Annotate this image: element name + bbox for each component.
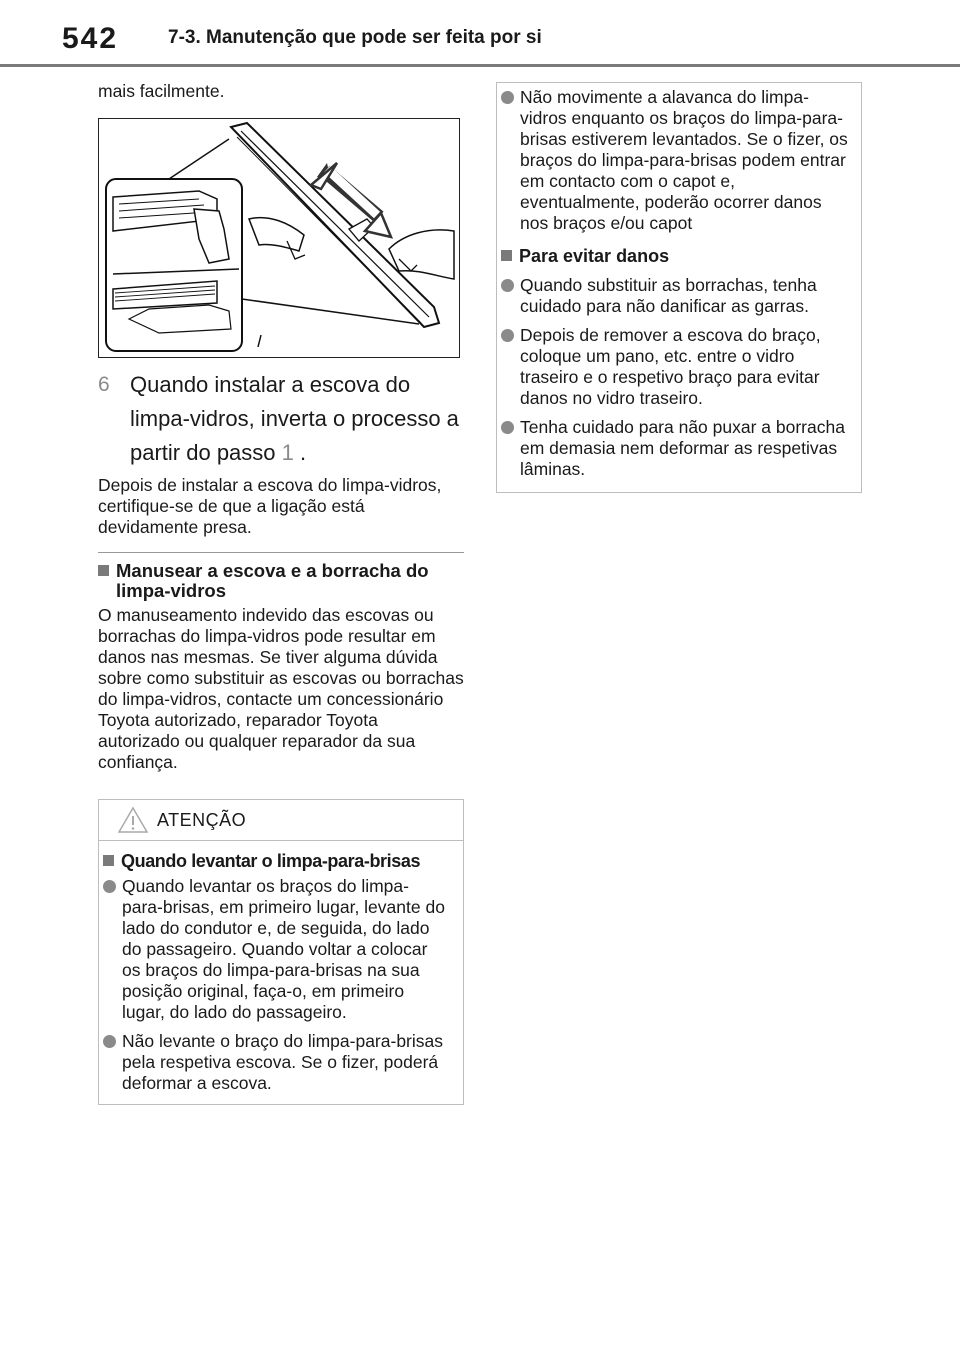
warning-heading-text: Quando levantar o limpa-para-brisas	[121, 851, 421, 871]
right-bullet-text: Depois de remover a escova do braço, coloque um pano, etc. entre o vidro traseiro e o respetivo braço para evitar danos no vidro traseiro.	[520, 325, 821, 408]
warning-body	[99, 841, 463, 1104]
step-6	[98, 368, 464, 470]
bullet-dot-icon	[501, 421, 514, 434]
bullet-dot-icon	[501, 329, 514, 342]
section-title: 7-3. Manutenção que pode ser feita por si	[168, 27, 542, 48]
header-rule	[0, 64, 960, 67]
right-bullet	[501, 87, 849, 234]
step-number: 6	[98, 373, 110, 396]
warning-bullet-text: Quando levantar os braços do limpa-para-brisas, em primeiro lugar, levante do lado do condutor e, de seguida, do lado do passageiro. Quando voltar a colocar os braços do limpa-para-brisas na sua posição original, faça-o, em primeiro lugar, do lado do passageiro.	[122, 876, 445, 1022]
warning-bullet-text: Não levante o braço do limpa-para-brisas pela respetiva escova. Se o fizer, poderá deformar a escova.	[122, 1031, 443, 1093]
warning-box	[98, 799, 464, 1105]
right-bullet	[501, 417, 849, 480]
page-number: 542	[62, 22, 119, 55]
right-bullet-text: Tenha cuidado para não puxar a borracha em demasia nem deformar as respetivas lâminas.	[520, 417, 845, 479]
left-column	[98, 76, 464, 1105]
page-header	[0, 0, 960, 70]
right-bullet	[501, 275, 849, 317]
wiper-blade-illustration	[98, 118, 460, 358]
handling-heading-text: Manusear a escova e a borracha do limpa-vidros	[116, 560, 429, 601]
right-bullet	[501, 325, 849, 409]
step-end: .	[300, 440, 307, 465]
bullet-dot-icon	[103, 1035, 116, 1048]
wiper-illustration-svg	[99, 119, 458, 356]
step-instruction: Quando instalar a escova do limpa-vidros, inverta o processo a partir do passo	[130, 372, 459, 465]
step-reference: 1	[281, 440, 294, 465]
warning-header	[99, 800, 463, 841]
warning-bullet	[103, 1031, 449, 1094]
step-text	[130, 368, 464, 470]
right-column	[496, 82, 862, 493]
intro-text: mais facilmente.	[98, 81, 225, 101]
square-bullet-icon	[103, 855, 114, 866]
warning-heading	[103, 851, 449, 872]
avoid-damage-heading-text: Para evitar danos	[519, 246, 670, 266]
warning-bullet	[103, 876, 449, 1023]
right-bullet-text: Não movimente a alavanca do limpa-vidros enquanto os braços do limpa-para-brisas estiverem levantados. Se o fizer, os braços do limpa-para-brisas podem entrar em contacto com o capot e, eventualmente, poderão ocorrer danos nos braços e/ou capot	[520, 87, 848, 233]
avoid-damage-heading	[501, 246, 849, 267]
handling-heading	[98, 561, 464, 601]
right-bullet-text: Quando substituir as borrachas, tenha cuidado para não danificar as garras.	[520, 275, 817, 316]
handling-text: O manuseamento indevido das escovas ou borrachas do limpa-vidros pode resultar em danos nas mesmas. Se tiver alguma dúvida sobre como substituir as escovas ou borrachas do limpa-vidros, contacte um concessionário Toyota autorizado, reparador Toyota autorizado ou qualquer reparador da sua confiança.	[98, 605, 464, 772]
section-divider	[98, 552, 464, 553]
warning-triangle-icon	[117, 806, 149, 834]
bullet-dot-icon	[501, 279, 514, 292]
after-step-text: Depois de instalar a escova do limpa-vidros, certifique-se de que a ligação está devidamente presa.	[98, 475, 442, 537]
square-bullet-icon	[501, 250, 512, 261]
warning-box-continued	[496, 82, 862, 493]
warning-title: ATENÇÃO	[157, 810, 247, 830]
bullet-dot-icon	[501, 91, 514, 104]
square-bullet-icon	[98, 565, 109, 576]
bullet-dot-icon	[103, 880, 116, 893]
